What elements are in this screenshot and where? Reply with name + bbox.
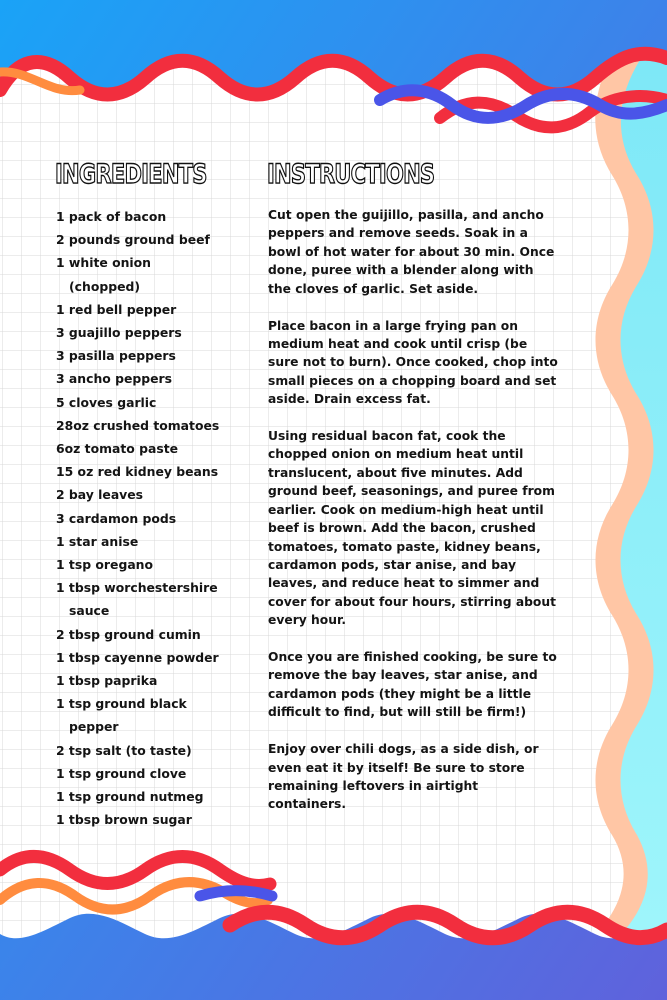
list-item: 1 tbsp brown sugar <box>56 812 192 828</box>
list-item: 2 pounds ground beef <box>56 232 210 248</box>
list-item: 1 pack of bacon <box>56 209 167 224</box>
list-item: 1 star anise <box>56 533 139 549</box>
bottom-blue-wave <box>200 891 272 896</box>
ingredients-heading: INGREDIENTS <box>55 159 207 190</box>
ingredients-list <box>56 205 226 831</box>
list-item: 1 tbsp cayenne powder <box>56 649 219 665</box>
list-item: 15 oz red kidney beans <box>56 464 219 480</box>
list-item: 2 bay leaves <box>56 487 144 503</box>
list-item: 28oz crushed tomatoes <box>56 417 220 433</box>
instruction-step: Using residual bacon fat, cook the chopped onion on medium heat until translucent, about five minutes. Add ground beef, seasonings, and puree from earlier. Cook on medium-high heat until beef is brown. Add the bacon, crushed tomatoes, tomato paste, kidney beans, cardamon pods, star anise, and bay leaves, and reduce heat to simmer and cover for about four hours, stirring about every hour. <box>268 429 557 628</box>
list-item: 5 cloves garlic <box>56 394 157 410</box>
list-item: 1 tsp oregano <box>56 557 154 573</box>
instruction-step: Enjoy over chili dogs, as a side dish, or even eat it by itself! Be sure to store remaining leftovers in airtight containers. <box>268 742 539 812</box>
list-item: 3 cardamon pods <box>56 510 177 526</box>
list-item: 1 tbsp worchestershire sauce <box>56 580 218 619</box>
instruction-step: Place bacon in a large frying pan on medium heat and cook until crisp (be sure not to burn). Once cooked, chop into small pieces on a chopping board and set aside. Drain excess fat. <box>268 318 558 407</box>
list-item: 2 tsp salt (to taste) <box>56 742 192 758</box>
list-item: 1 tsp ground black pepper <box>56 696 187 735</box>
instruction-step: Cut open the guijillo, pasilla, and ancho peppers and remove seeds. Soak in a bowl of hot water for about 30 min. Once done, puree with a blender along with the cloves of garlic. Set aside. <box>268 208 555 296</box>
list-item: 3 guajillo peppers <box>56 325 182 341</box>
list-item: 1 tsp ground clove <box>56 765 187 781</box>
list-item: 1 red bell pepper <box>56 301 177 317</box>
instruction-step: Once you are finished cooking, be sure to remove the bay leaves, star anise, and cardamon pods (they might be a little difficult to find, but will still be firm!) <box>268 650 557 720</box>
list-item: 1 tbsp paprika <box>56 673 158 689</box>
list-item: 3 ancho peppers <box>56 371 173 387</box>
list-item: 6oz tomato paste <box>56 441 179 457</box>
instructions-body <box>268 206 558 832</box>
list-item: 2 tbsp ground cumin <box>56 626 201 642</box>
list-item: 1 tsp ground nutmeg <box>56 789 204 805</box>
list-item: 1 white onion (chopped) <box>56 255 152 294</box>
list-item: 3 pasilla peppers <box>56 348 176 364</box>
instructions-heading: INSTRUCTIONS <box>267 159 435 190</box>
